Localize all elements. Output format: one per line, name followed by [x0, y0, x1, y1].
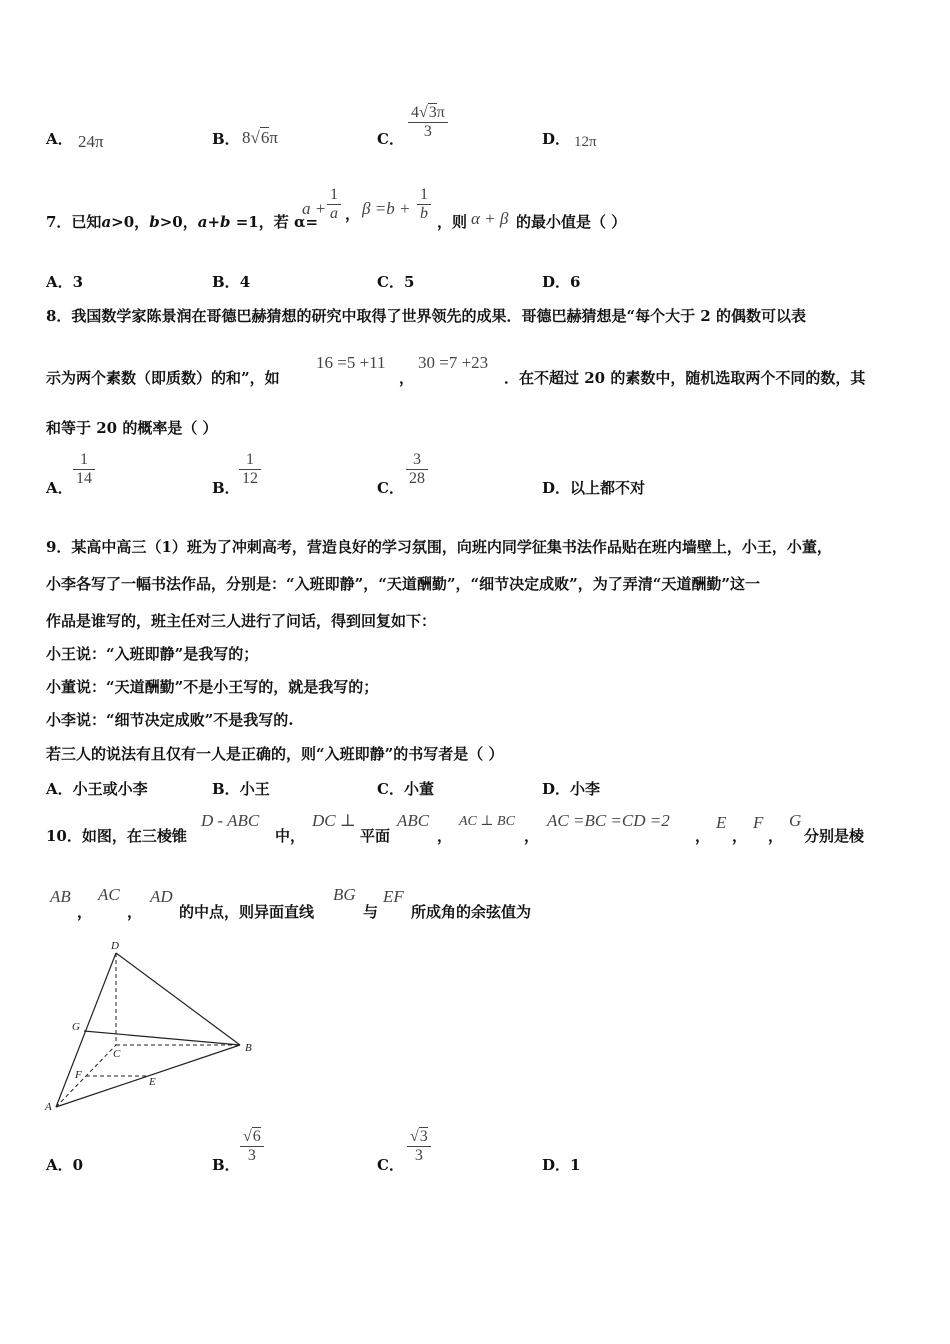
q10-tail-2: 所成角的余弦值为: [411, 903, 532, 921]
q10-comma-1: ，: [437, 827, 453, 845]
q10-edge-ab: AB: [50, 887, 71, 906]
q10-prefix: 10．如图，在三棱锥: [46, 827, 187, 845]
q8-option-c-fraction: $\frac{3}{28}$: [406, 451, 428, 488]
q8-line-2b: ．在不超过 20 的素数中，随机选取两个不同的数，其: [504, 369, 866, 387]
q10-edge-ad: AD: [150, 887, 173, 906]
q8-option-a-label: A．: [46, 479, 73, 497]
q8-separator: ，: [399, 369, 415, 387]
q10-option-c-fraction: $\frac{√3}{3}$: [407, 1128, 431, 1165]
q10-tail-1: 分别是棱: [804, 827, 865, 845]
q9-line-6: 小李说：“细节决定成败”不是我写的.: [46, 711, 294, 729]
q10-option-a: A．0: [46, 1156, 84, 1174]
q8-option-a-fraction: $\frac{1}{14}$: [73, 451, 95, 488]
q10-option-b-label: B．: [212, 1156, 240, 1174]
q10-option-c-label: C．: [377, 1156, 404, 1174]
q10-ac-perp-bc: AC ⊥ BC: [459, 814, 515, 829]
q10-zhong: 中，: [275, 827, 306, 845]
q6-option-c-label: C．: [377, 130, 404, 148]
q10-comma-2: ，: [524, 827, 540, 845]
q9-line-3: 作品是谁写的，班主任对三人进行了问话，得到回复如下：: [46, 612, 437, 630]
label-a: A: [45, 1101, 52, 1113]
q10-comma-3: ，: [695, 827, 711, 845]
q6-option-b-label: B．: [212, 130, 240, 148]
q8-line-3: 和等于 20 的概率是（ ）: [46, 419, 218, 437]
q9-line-1: 9．某高中高三（1）班为了冲刺高考，营造良好的学习氛围，向班内同学征集书法作品贴在班内墙壁上，小王，小董，: [46, 538, 832, 556]
q8-line-1: 8．我国数学家陈景润在哥德巴赫猜想的研究中取得了世界领先的成果．哥德巴赫猜想是“每个大于 2 的偶数可以表: [46, 307, 806, 325]
q9-line-2: 小李各写了一幅书法作品，分别是：“入班即静”，“天道酬勤”，“细节决定成败”，为了弄清“天道酬勤”这一: [46, 575, 761, 593]
q8-eq-16: 16 =5 +11: [316, 353, 386, 372]
q10-midpoint-text: 的中点，则异面直线: [179, 903, 315, 921]
q10-line-bg: BG: [333, 885, 356, 904]
q9-line-7: 若三人的说法有且仅有一人是正确的，则“入班即静”的书写者是（ ）: [46, 745, 504, 763]
edge-db: [116, 953, 240, 1045]
q9-option-d: D．小李: [542, 780, 601, 798]
q10-comma-6: ，: [77, 903, 93, 921]
q10-edge-ac: AC: [98, 885, 120, 904]
q7-alpha-plus-beta: α + β: [471, 209, 509, 228]
q10-point-e: E: [716, 813, 727, 832]
q7-comma: ，: [345, 205, 361, 223]
q10-comma-7: ，: [127, 903, 143, 921]
q6-option-a-label: A．: [46, 130, 73, 148]
edge-ab: [56, 1045, 240, 1107]
q10-option-d: D．1: [542, 1156, 581, 1174]
q10-pyramid-figure: [40, 935, 270, 1115]
q8-option-b-label: B．: [212, 479, 240, 497]
q6-option-a-value: 24π: [78, 132, 104, 151]
q8-option-b-fraction: $\frac{1}{12}$: [239, 451, 261, 488]
q10-abc: ABC: [397, 811, 430, 830]
q7-stem: 7．已知a>0，b>0，a+b =1，若 α=: [46, 213, 319, 231]
q9-option-a: A．小王或小李: [46, 780, 148, 798]
q8-eq-30: 30 =7 +23: [418, 353, 489, 372]
q7-frac-1-over-a: $\frac{1}{a}$: [327, 186, 341, 223]
q10-equal-lengths: AC =BC =CD =2: [547, 811, 670, 830]
q8-option-d: D．以上都不对: [542, 479, 646, 497]
q10-option-b-fraction: $\frac{√6}{3}$: [240, 1128, 264, 1165]
q9-option-b: B．小王: [212, 780, 270, 798]
q7-beta-expr: β =b +: [362, 199, 411, 218]
label-e: E: [149, 1076, 156, 1088]
edge-da: [56, 953, 116, 1107]
q7-then: ，则: [437, 213, 468, 231]
q10-comma-5: ，: [768, 827, 784, 845]
q10-line-ef: EF: [383, 887, 404, 906]
q6-option-d-value: 12π: [574, 134, 597, 150]
q7-frac-1-over-b: $\frac{1}{b}$: [417, 186, 431, 223]
q7-option-b: B．4: [212, 273, 251, 291]
q9-line-4: 小王说：“入班即静”是我写的；: [46, 645, 259, 663]
q7-question-tail: 的最小值是（ ）: [516, 213, 627, 231]
q9-option-c: C．小董: [377, 780, 434, 798]
label-c: C: [113, 1048, 121, 1060]
q10-point-f: F: [753, 813, 764, 832]
q10-plane: 平面: [360, 827, 391, 845]
q8-option-c-label: C．: [377, 479, 404, 497]
q10-point-g: G: [789, 811, 802, 830]
q10-dc-perp: DC ⊥: [312, 811, 356, 830]
q6-option-d-label: D．: [542, 130, 571, 148]
q10-yu: 与: [363, 903, 379, 921]
q8-line-2a: 示为两个素数（即质数）的和”，如: [46, 369, 280, 387]
segment-gb: [84, 1031, 240, 1045]
q9-line-5: 小董说：“天道酬勤”不是小王写的，就是我写的；: [46, 678, 379, 696]
q7-option-c: C．5: [377, 273, 415, 291]
q7-alpha-expr: a +: [302, 199, 327, 218]
q6-option-c-fraction: $\frac{4√3\pi}{3}$: [408, 104, 448, 141]
label-d: D: [111, 940, 119, 952]
q7-option-a: A．3: [46, 273, 84, 291]
q6-option-b-value: 8√6π: [242, 128, 278, 147]
label-g: G: [72, 1021, 80, 1033]
q7-option-d: D．6: [542, 273, 581, 291]
label-b: B: [245, 1042, 252, 1054]
label-f: F: [75, 1069, 82, 1081]
q10-comma-4: ，: [732, 827, 748, 845]
q10-pyramid: D - ABC: [201, 811, 260, 830]
